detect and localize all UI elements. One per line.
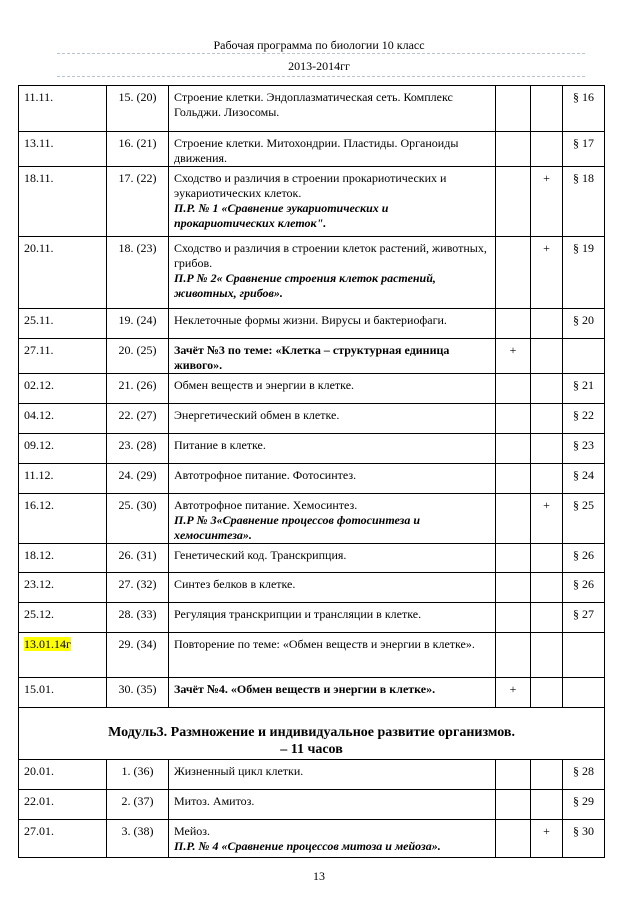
date-text: 13.01.14г — [24, 637, 71, 651]
header-line-2: 2013-2014гг — [288, 59, 350, 73]
test-mark-cell — [496, 167, 531, 237]
topic-text: Неклеточные формы жизни. Вирусы и бактериофаги. — [174, 313, 447, 327]
date-cell — [19, 603, 107, 633]
topic-text: Митоз. Амитоз. — [174, 794, 255, 808]
lesson-number-cell: 17. (22) — [107, 167, 169, 237]
practical-mark-cell — [531, 544, 563, 573]
date-text: 09.12. — [24, 438, 54, 452]
lesson-number-cell: 27. (32) — [107, 573, 169, 603]
practical-mark-cell — [531, 603, 563, 633]
lesson-number-cell: 24. (29) — [107, 464, 169, 494]
table-row — [19, 494, 605, 544]
lesson-number-cell: 20. (25) — [107, 339, 169, 374]
topic-cell — [169, 544, 496, 573]
paragraph-cell: § 27 — [563, 603, 605, 633]
topic-cell — [169, 820, 496, 858]
practical-mark-cell: + — [531, 167, 563, 237]
topic-cell — [169, 434, 496, 464]
practical-mark-cell — [531, 374, 563, 404]
topic-text: Зачёт №4. «Обмен веществ и энергии в клетке». — [174, 682, 436, 696]
topic-cell — [169, 167, 496, 237]
paragraph-cell — [563, 678, 605, 708]
topic-cell — [169, 464, 496, 494]
test-mark-cell — [496, 464, 531, 494]
module-heading — [19, 708, 605, 760]
practical-mark-cell — [531, 86, 563, 132]
date-cell — [19, 633, 107, 678]
date-cell — [19, 820, 107, 858]
lesson-number-cell: 25. (30) — [107, 494, 169, 544]
table-row — [19, 374, 605, 404]
practical-work-text: П.Р № 2« Сравнение строения клеток растений, животных, грибов». — [174, 271, 436, 300]
topic-text: Регуляция транскрипции и трансляции в клетке. — [174, 607, 422, 621]
date-text: 27.11. — [24, 343, 54, 357]
topic-text: Обмен веществ и энергии в клетке. — [174, 378, 355, 392]
paragraph-cell: § 29 — [563, 790, 605, 820]
practical-mark-cell — [531, 339, 563, 374]
topic-text: Строение клетки. Митохондрии. Пластиды. Органоиды движения. — [174, 136, 459, 165]
topic-text: Синтез белков в клетке. — [174, 577, 296, 591]
table-row — [19, 86, 605, 132]
topic-cell — [169, 309, 496, 339]
paragraph-cell: § 24 — [563, 464, 605, 494]
lesson-plan-table — [18, 85, 605, 858]
paragraph-cell: § 19 — [563, 237, 605, 309]
date-cell — [19, 544, 107, 573]
practical-mark-cell — [531, 678, 563, 708]
topic-text: Жизненный цикл клетки. — [174, 764, 304, 778]
test-mark-cell: + — [496, 339, 531, 374]
practical-mark-cell — [531, 633, 563, 678]
table-row — [19, 790, 605, 820]
practical-mark-cell — [531, 790, 563, 820]
topic-text: Строение клетки. Эндоплазматическая сеть. Комплекс Гольджи. Лизосомы. — [174, 90, 453, 119]
test-mark-cell — [496, 434, 531, 464]
paragraph-cell: § 28 — [563, 760, 605, 790]
practical-mark-cell — [531, 760, 563, 790]
topic-text: Зачёт №3 по теме: «Клетка – структурная единица живого». — [174, 343, 450, 372]
practical-work-text: П.Р. № 4 «Сравнение процессов митоза и мейоза». — [174, 839, 441, 853]
practical-mark-cell — [531, 573, 563, 603]
test-mark-cell: + — [496, 678, 531, 708]
table-row — [19, 678, 605, 708]
practical-mark-cell: + — [531, 237, 563, 309]
module-hours: – 11 часов — [280, 742, 343, 757]
topic-text: Автотрофное питание. Фотосинтез. — [174, 468, 357, 482]
lesson-number-cell: 3. (38) — [107, 820, 169, 858]
module-title: Модуль3. Размножение и индивидуальное развитие организмов. — [108, 725, 515, 740]
lesson-number-cell: 26. (31) — [107, 544, 169, 573]
date-text: 04.12. — [24, 408, 54, 422]
test-mark-cell — [496, 573, 531, 603]
lesson-rows — [19, 86, 605, 708]
table-row — [19, 820, 605, 858]
paragraph-cell: § 26 — [563, 573, 605, 603]
topic-text: Мейоз. — [174, 824, 210, 838]
topic-text: Энергетический обмен в клетке. — [174, 408, 340, 422]
table-row — [19, 339, 605, 374]
date-cell — [19, 678, 107, 708]
table-row — [19, 464, 605, 494]
date-cell — [19, 434, 107, 464]
date-text: 27.01. — [24, 824, 54, 838]
paragraph-cell: § 22 — [563, 404, 605, 434]
practical-mark-cell — [531, 434, 563, 464]
practical-work-text: П.Р № 3«Сравнение процессов фотосинтеза и хемосинтеза». — [174, 513, 421, 542]
test-mark-cell — [496, 404, 531, 434]
topic-cell — [169, 494, 496, 544]
practical-mark-cell — [531, 132, 563, 167]
lesson-number-cell: 1. (36) — [107, 760, 169, 790]
table-row — [19, 573, 605, 603]
lesson-number-cell: 16. (21) — [107, 132, 169, 167]
topic-cell — [169, 603, 496, 633]
topic-text: Автотрофное питание. Хемосинтез. — [174, 498, 358, 512]
date-cell — [19, 464, 107, 494]
lesson-rows-module3 — [19, 760, 605, 858]
date-cell — [19, 790, 107, 820]
lesson-number-cell: 29. (34) — [107, 633, 169, 678]
paragraph-cell: § 16 — [563, 86, 605, 132]
test-mark-cell — [496, 309, 531, 339]
test-mark-cell — [496, 494, 531, 544]
topic-cell — [169, 790, 496, 820]
lesson-number-cell: 22. (27) — [107, 404, 169, 434]
practical-mark-cell — [531, 309, 563, 339]
lesson-number-cell: 15. (20) — [107, 86, 169, 132]
topic-cell — [169, 678, 496, 708]
date-text: 15.01. — [24, 682, 54, 696]
table-row — [19, 633, 605, 678]
topic-cell — [169, 374, 496, 404]
date-cell — [19, 494, 107, 544]
topic-cell — [169, 760, 496, 790]
date-text: 18.11. — [24, 171, 54, 185]
test-mark-cell — [496, 544, 531, 573]
lesson-number-cell: 23. (28) — [107, 434, 169, 464]
date-cell — [19, 760, 107, 790]
date-text: 20.01. — [24, 764, 54, 778]
lesson-number-cell: 28. (33) — [107, 603, 169, 633]
topic-text: Сходство и различия в строении прокариотических и эукариотических клеток. — [174, 171, 447, 200]
header-divider — [57, 53, 585, 54]
header-divider — [57, 76, 585, 77]
test-mark-cell — [496, 760, 531, 790]
paragraph-cell — [563, 633, 605, 678]
table-row — [19, 167, 605, 237]
date-text: 02.12. — [24, 378, 54, 392]
date-text: 23.12. — [24, 577, 54, 591]
table-row — [19, 434, 605, 464]
paragraph-cell: § 26 — [563, 544, 605, 573]
date-text: 18.12. — [24, 548, 54, 562]
table-row — [19, 309, 605, 339]
paragraph-cell: § 30 — [563, 820, 605, 858]
topic-text: Генетический код. Транскрипция. — [174, 548, 347, 562]
test-mark-cell — [496, 820, 531, 858]
page-number: 13 — [313, 869, 325, 883]
test-mark-cell — [496, 633, 531, 678]
date-text: 20.11. — [24, 241, 54, 255]
lesson-number-cell: 19. (24) — [107, 309, 169, 339]
table-row — [19, 237, 605, 309]
date-text: 11.12. — [24, 468, 54, 482]
paragraph-cell: § 18 — [563, 167, 605, 237]
topic-text: Питание в клетке. — [174, 438, 266, 452]
date-cell — [19, 132, 107, 167]
topic-cell — [169, 237, 496, 309]
paragraph-cell: § 23 — [563, 434, 605, 464]
topic-cell — [169, 339, 496, 374]
topic-cell — [169, 573, 496, 603]
date-cell — [19, 573, 107, 603]
test-mark-cell — [496, 603, 531, 633]
date-text: 16.12. — [24, 498, 54, 512]
practical-mark-cell — [531, 464, 563, 494]
topic-text: Повторение по теме: «Обмен веществ и энергии в клетке». — [174, 637, 475, 651]
test-mark-cell — [496, 374, 531, 404]
paragraph-cell: § 17 — [563, 132, 605, 167]
table-row — [19, 603, 605, 633]
date-text: 13.11. — [24, 136, 54, 150]
practical-mark-cell — [531, 404, 563, 434]
lesson-number-cell: 30. (35) — [107, 678, 169, 708]
practical-mark-cell: + — [531, 494, 563, 544]
date-cell — [19, 237, 107, 309]
lesson-number-cell: 18. (23) — [107, 237, 169, 309]
date-cell — [19, 167, 107, 237]
date-text: 25.12. — [24, 607, 54, 621]
module-section — [19, 708, 605, 760]
practical-mark-cell: + — [531, 820, 563, 858]
date-text: 11.11. — [24, 90, 54, 104]
date-cell — [19, 309, 107, 339]
topic-cell — [169, 132, 496, 167]
practical-work-text: П.Р. № 1 «Сравнение эукариотических и прокариотических клеток". — [174, 201, 389, 230]
date-cell — [19, 339, 107, 374]
test-mark-cell — [496, 790, 531, 820]
test-mark-cell — [496, 132, 531, 167]
date-cell — [19, 374, 107, 404]
header-line-1: Рабочая программа по биологии 10 класс — [213, 38, 425, 52]
table-row — [19, 760, 605, 790]
paragraph-cell: § 25 — [563, 494, 605, 544]
topic-cell — [169, 633, 496, 678]
topic-cell — [169, 404, 496, 434]
table-row — [19, 132, 605, 167]
date-cell — [19, 404, 107, 434]
lesson-number-cell: 2. (37) — [107, 790, 169, 820]
paragraph-cell — [563, 339, 605, 374]
paragraph-cell: § 21 — [563, 374, 605, 404]
test-mark-cell — [496, 237, 531, 309]
topic-cell — [169, 86, 496, 132]
date-cell — [19, 86, 107, 132]
date-text: 25.11. — [24, 313, 54, 327]
lesson-number-cell: 21. (26) — [107, 374, 169, 404]
date-text: 22.01. — [24, 794, 54, 808]
topic-text: Сходство и различия в строении клеток растений, животных, грибов. — [174, 241, 487, 270]
table-row — [19, 544, 605, 573]
table-row — [19, 404, 605, 434]
paragraph-cell: § 20 — [563, 309, 605, 339]
test-mark-cell — [496, 86, 531, 132]
